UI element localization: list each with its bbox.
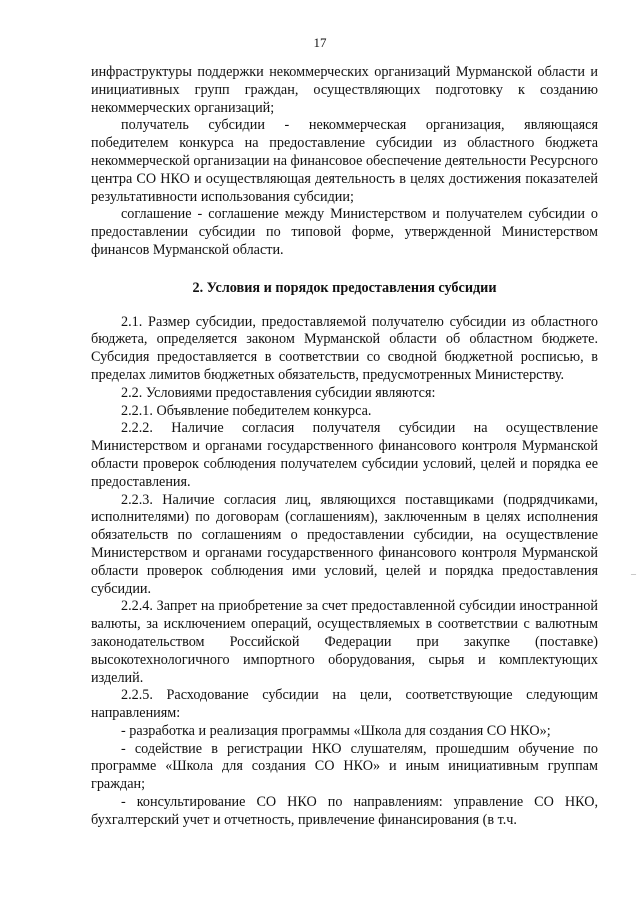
document-body [91,64,598,830]
paragraph: 2.2.5. Расходование субсидии на цели, соответствующие следующим направлениям: [91,687,598,722]
list-item: - консультирование СО НКО по направлениям: управление СО НКО, бухгалтерский учет и отчетность, привлечение финансирования (в т.ч. [91,794,598,828]
list-item: - разработка и реализация программы «Школа для создания СО НКО»; [121,722,551,739]
paragraph: 2.1. Размер субсидии, предоставляемой получателю субсидии из областного бюджета, определяется законом Мурманской области об областном бюджете. Субсидия предоставляется в соответствии со сводной бюджетной росписью, в пределах лимитов бюджетных обязательств, предусмотренных Министерству. [91,313,598,383]
paragraph: 2.2.3. Наличие согласия лиц, являющихся поставщиками (подрядчиками, исполнителями) по договорам (соглашениям), заключенным в целях исполнения обязательств по соглашениям о предоставлении субсидии, на осуществление Министерством и органами государственного финансового контроля Мурманской области проверок соблюдения ими условий, целей и порядка предоставления субсидии. [91,491,598,597]
page-number: 17 [313,35,327,50]
paragraph: 2.2. Условиями предоставления субсидии являются: [121,384,436,401]
paragraph: 2.2.1. Объявление победителем конкурса. [121,402,372,419]
paragraph: 2.2.2. Наличие согласия получателя субсидии на осуществление Министерством и органами государственного финансового контроля Мурманской области проверок соблюдения получателем субсидии условий, целей и порядка ее предоставления. [91,420,598,490]
list-item: - содействие в регистрации НКО слушателям, прошедшим обучение по программе «Школа для создания СО НКО» и иным инициативным группам граждан; [91,740,598,793]
section-heading: 2. Условия и порядок предоставления субсидии [192,279,497,296]
paragraph: 2.2.4. Запрет на приобретение за счет предоставленной субсидии иностранной валюты, за исключением операций, осуществляемых в соответствии с валютным законодательством Российской Федерации при закупке (поставке) высокотехнологичного импортного оборудования, сырья и комплектующих изделий. [91,598,598,686]
paragraph: соглашение - соглашение между Министерством и получателем субсидии о предоставлении субсидии по типовой форме, утвержденной Министерством финансов Мурманской области. [91,206,598,258]
margin-mark: – [631,569,636,580]
paragraph: получатель субсидии - некоммерческая организация, являющаяся победителем конкурса на предоставление субсидии из областного бюджета некоммерческой организации на финансовое обеспечение деятельности Ресурсного центра СО НКО и осуществляющая деятельность в целях достижения показателей результативности использования субсидии; [91,117,598,205]
paragraph: инфраструктуры поддержки некоммерческих организаций Мурманской области и инициативных групп граждан, осуществляющих подготовку к созданию некоммерческих организаций; [91,64,598,116]
